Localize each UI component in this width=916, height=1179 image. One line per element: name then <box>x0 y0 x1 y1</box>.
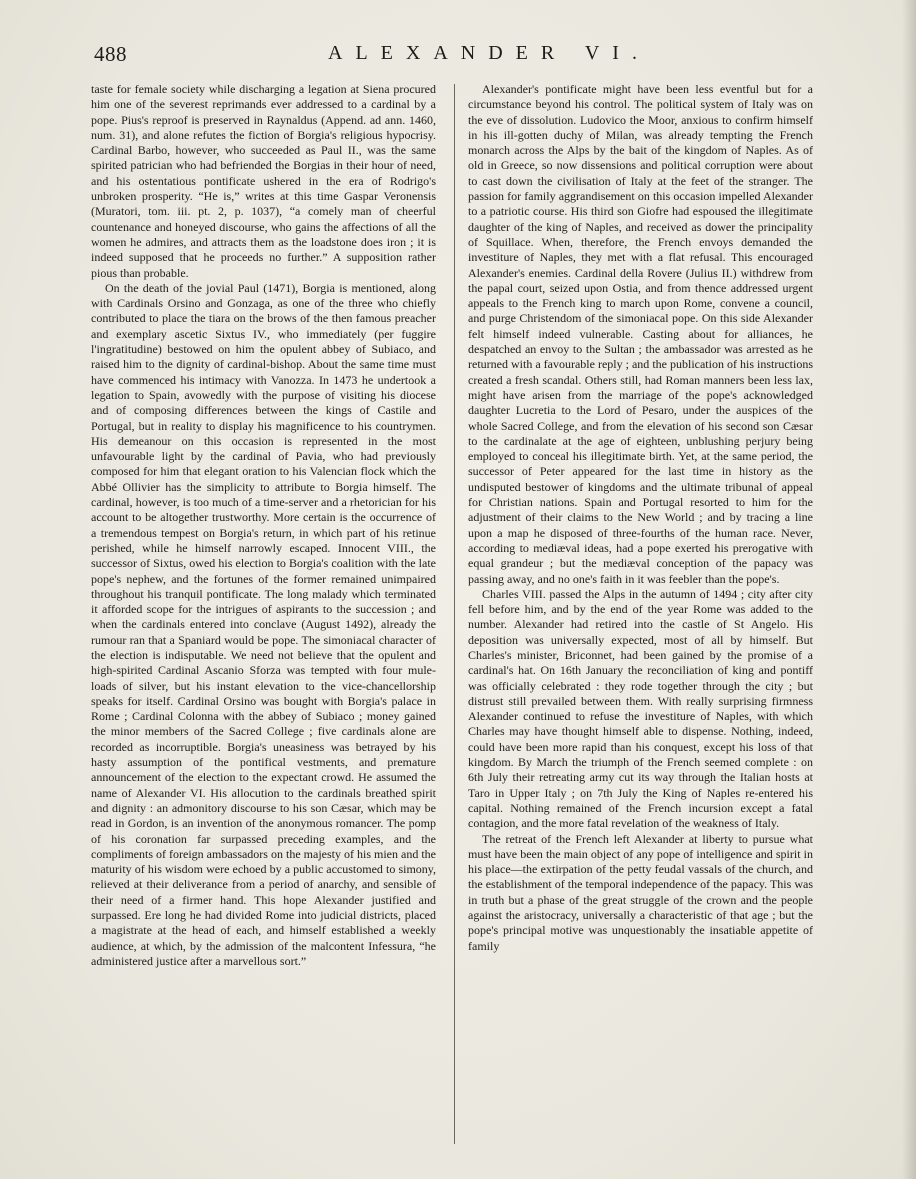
column-divider <box>454 84 455 1144</box>
paragraph: The retreat of the French left Alexander at liberty to pursue what must have been the main object of any pope of intelligence and spirit in his place—the extirpation of the petty feudal vassals of the church, and the establishment of the temporal independence of the papacy. This was in truth but a phase of the great struggle of the crown and the people against the aristocracy, universally a characteristic of that age ; but the pope's principal motive was unquestionably the insatiable appetite of family <box>468 831 813 953</box>
paragraph: On the death of the jovial Paul (1471), Borgia is mentioned, along with Cardinals Orsino and Gonzaga, as one of the three who chiefly contributed to place the tiara on the brows of the then famous preacher and exemplary ascetic Sixtus IV., who immediately (per fuggire l'ingratitudine) bestowed on him the opulent abbey of Subiaco, and raised him to the dignity of cardinal-bishop. About the same time must have commenced his intimacy with Vanozza. In 1473 he undertook a legation to Spain, avowedly with the purpose of visiting his diocese and of composing differences between the kings of Castile and Portugal, but in reality to display his magnificence to his countrymen. His demeanour on this occasion is represented in the most unfavourable light by the cardinal of Pavia, who had previously composed for him that elegant oration to his Valencian flock which the Abbé Ollivier has the simplicity to attribute to Borgia himself. The cardinal, however, is too much of a time-server and a rhetorician for his account to be altogether trustworthy. More certain is the occurrence of a tremendous tempest on Borgia's return, in which part of his retinue perished, while he himself narrowly escaped. Innocent VIII., the successor of Sixtus, owed his election to Borgia's coalition with the late pope's nephew, and the fortunes of the former remained unimpaired throughout his tranquil pontificate. The long malady which terminated it afforded scope for the intrigues of aspirants to the succession ; and when the cardinals entered into conclave (August 1492), already the rumour ran that a Spaniard would be pope. The simoniacal character of the election is indisputable. We need not believe that the opulent and high-spirited Cardinal Ascanio Sforza was tempted with four mule-loads of silver, but his instant elevation to the vice-chancellorship speaks for itself. Cardinal Orsino was bought with Borgia's palace in Rome ; Cardinal Colonna with the abbey of Subiaco ; money gained the minor members of the Sacred College ; five cardinals alone are recorded as incorruptible. Borgia's uneasiness was betrayed by his hasty assumption of the pontifical vestments, and premature announcement of the election to the expectant crowd. He assumed the name of Alexander VI. His allocution to the cardinals breathed spirit and dignity : an admonitory discourse to his son Cæsar, which may be read in Gordon, is an invention of the anonymous romancer. The pomp of his coronation far surpassed preceding examples, and the compliments of foreign ambassadors on the majesty of his mien and the maturity of his wisdom were echoed by a public accustomed to simony, relieved at their deliverance from a period of anarchy, and sensible of their need of a firmer hand. This hope Alexander justified and surpassed. Ere long he had divided Rome into judicial districts, placed a magistrate at the head of each, and himself established a weekly audience, at which, by the admission of the malcontent Infessura, “he administered justice after a marvellous sort.” <box>91 280 436 968</box>
paragraph: Charles VIII. passed the Alps in the autumn of 1494 ; city after city fell before him, and by the end of the year Rome was added to the number. Alexander had retired into the castle of St Angelo. His deposition was universally expected, most of all by himself. But Charles's minister, Briconnet, had been gained by the promise of a cardinal's hat. On 16th January the reconciliation of king and pontiff was officially celebrated : they rode together through the city ; but distrust still prevailed between them. With really surprising firmness Alexander continued to refuse the investiture of Naples, with which Charles may have thought himself able to dispense. Nothing, indeed, could have been more rapid than his conquest, except his loss of that kingdom. By March the triumph of the French seemed complete : on 6th July their retreating army cut its way through the Italian hosts at Taro in Upper Italy ; on 7th July the King of Naples re-entered his capital. Nothing remained of the French incursion except a fatal contagion, and the more fatal revelation of the weakness of Italy. <box>468 586 813 831</box>
paragraph: Alexander's pontificate might have been less eventful but for a circumstance beyond his control. The political system of Italy was on the eve of dissolution. Ludovico the Moor, anxious to confirm himself in his ill-gotten duchy of Milan, was already tempting the French monarch across the Alps by the bait of the kingdom of Naples. As of old in Greece, so now dissensions and political corruption were about to cast down the civilisation of Italy at the feet of the stranger. The passion for family aggrandisement on this occasion impelled Alexander to a patriotic course. His third son Giofre had espoused the illegitimate daughter of the king of Naples, and received as dower the principality of Squillace. When, therefore, the French envoys demanded the investiture of Naples, they met with a flat refusal. This encouraged Alexander's enemies. Cardinal della Rovere (Julius II.) withdrew from the papal court, seized upon Ostia, and from thence addressed urgent appeals to the French king to march upon Rome, convene a council, and purge Christendom of the simoniacal pope. On this side Alexander felt himself indeed vulnerable. Casting about for alliances, he despatched an envoy to the Sultan ; the ambassador was arrested as he returned with a favourable reply ; and the publication of his instructions created a fresh scandal. Others still, had Roman manners been less lax, might have arisen from the marriage of the pope's acknowledged daughter Lucretia to the Lord of Pesaro, under the auspices of the whole Sacred College, and from the elevation of his second son Cæsar to the cardinalate at the age of eighteen, unblushing perjury being employed to conceal his illegitimate birth. Yet, at the same period, the successor of Peter appeared for the last time in history as the undisputed bestower of kingdoms and the ultimate tribunal of appeal for Christian nations. Spain and Portugal resorted to him for the adjustment of their claims to the New World ; and by tracing a line upon a map he disposed of three-fourths of the human race. Never, according to mediæval ideas, had a pope exerted his prerogative with equal grandeur ; but the mediæval conception of the papacy was passing away, and no one's faith in it was feebler than the pope's. <box>468 82 813 586</box>
paragraph: taste for female society while discharging a legation at Siena procured him one of the severest reprimands ever addressed to a cardinal by a pope. Pius's reproof is preserved in Raynaldus (Append. ad ann. 1460, num. 31), and alone refutes the fiction of Borgia's religious hypocrisy. Cardinal Barbo, however, who succeeded as Paul II., was the same spirited patrician who had befriended the Borgias in their hour of need, and his ostentatious pontificate ushered in the era of Rodrigo's unbroken prosperity. “He is,” writes at this time Gaspar Veronensis (Muratori, tom. iii. pt. 2, p. 1037), “a comely man of cheerful countenance and honeyed discourse, who gains the affections of all the women he admires, and attracts them as the loadstone does iron ; it is indeed supposed that he proceeds no further.” A supposition rather pious than probable. <box>91 82 436 280</box>
left-column <box>91 82 436 1157</box>
running-head: ALEXANDER VI. <box>328 42 650 64</box>
right-column <box>468 82 813 1157</box>
page-header <box>94 42 810 72</box>
page-number: 488 <box>94 42 127 66</box>
page-edge-shadow <box>902 0 916 1179</box>
